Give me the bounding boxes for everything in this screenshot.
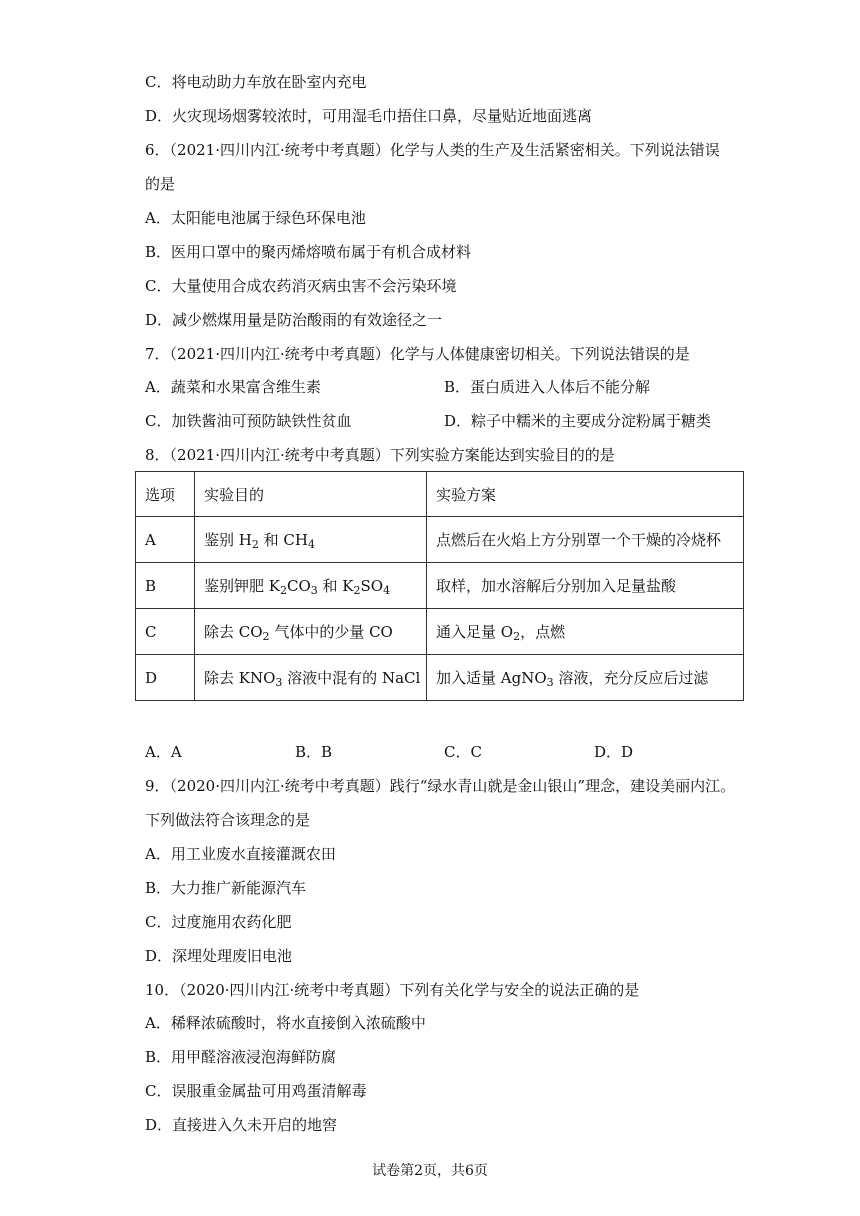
question-10-stem: 10．（2020·四川内江·统考中考真题）下列有关化学与安全的说法正确的是 [145, 981, 640, 999]
question-10-option-a: A．稀释浓硫酸时，将水直接倒入浓硫酸中 [145, 1014, 426, 1032]
cell-text: 取样，加水溶解后分别加入足量盐酸 [436, 577, 677, 595]
table-header-row [136, 472, 744, 517]
question-8-answer-c: C．C [444, 743, 482, 761]
header-option: 选项 [136, 472, 195, 517]
cell-text: 点燃后在火焰上方分别罩一个干燥的冷烧杯 [436, 531, 722, 549]
subscript: 3 [310, 583, 318, 597]
plan-cell [427, 655, 744, 701]
question-9-option-c: C．过度施用农药化肥 [145, 913, 292, 931]
question-10-option-c: C．误服重金属盐可用鸡蛋清解毒 [145, 1082, 367, 1100]
cell-text: 气体中的少量 CO [269, 622, 393, 641]
question-8-stem: 8．（2021·四川内江·统考中考真题）下列实验方案能达到实验目的的是 [145, 446, 615, 464]
subscript: 3 [275, 675, 283, 689]
question-text: D．火灾现场烟雾较浓时，可用湿毛巾捂住口鼻，尽量贴近地面逃离 [145, 107, 593, 125]
table-row [136, 655, 744, 701]
cell-text: 除去 KNO [204, 668, 276, 687]
plan-cell [427, 517, 744, 563]
subscript: 2 [262, 629, 270, 643]
subscript: 2 [279, 583, 287, 597]
plan-cell [427, 609, 744, 655]
cell-text: CO [286, 576, 311, 595]
question-6-option-c: C．大量使用合成农药消灭病虫害不会污染环境 [145, 277, 457, 295]
option-cell: D [136, 655, 195, 701]
purpose-cell [195, 517, 427, 563]
question-8-answer-b: B．B [295, 743, 333, 761]
question-6-option-a: A．太阳能电池属于绿色环保电池 [145, 209, 366, 227]
header-purpose: 实验目的 [195, 472, 427, 517]
table-row [136, 517, 744, 563]
plan-cell [427, 563, 744, 609]
cell-text: SO [360, 576, 384, 595]
experiment-table [135, 471, 744, 701]
question-7-stem: 7．（2021·四川内江·统考中考真题）化学与人体健康密切相关。下列说法错误的是 [145, 345, 690, 363]
table-row [136, 609, 744, 655]
purpose-cell [195, 563, 427, 609]
question-9-stem: 9．（2020·四川内江·统考中考真题）践行“绿水青山就是金山银山”理念，建设美丽内江。 [145, 777, 736, 795]
subscript: 4 [307, 537, 315, 551]
question-6-option-b: B．医用口罩中的聚丙烯熔喷布属于有机合成材料 [145, 243, 472, 261]
option-cell: A [136, 517, 195, 563]
cell-text: ，点燃 [520, 622, 566, 641]
question-8-answer-a: A．A [145, 743, 182, 761]
cell-text: 溶液，充分反应后过滤 [553, 668, 709, 687]
question-6-stem: 6．（2021·四川内江·统考中考真题）化学与人类的生产及生活紧密相关。下列说法错误 [145, 141, 720, 159]
option-cell: C [136, 609, 195, 655]
question-6-option-d: D．减少燃煤用量是防治酸雨的有效途径之一 [145, 311, 443, 329]
cell-text: 鉴别 H [204, 530, 252, 549]
page-footer: 试卷第2页，共6页 [372, 1163, 488, 1179]
question-9-option-b: B．大力推广新能源汽车 [145, 879, 307, 897]
subscript: 4 [383, 583, 391, 597]
cell-text: 加入适量 AgNO [436, 668, 547, 687]
question-8-answer-d: D．D [594, 743, 634, 761]
question-7-option-a: A．蔬菜和水果富含维生素 [145, 378, 321, 396]
subscript: 2 [513, 629, 521, 643]
question-7-option-d: D．粽子中糯米的主要成分淀粉属于糖类 [444, 412, 712, 430]
cell-text: 溶液中混有的 NaCl [282, 668, 421, 687]
cell-text: 和 K [317, 576, 354, 595]
purpose-cell [195, 609, 427, 655]
option-cell: B [136, 563, 195, 609]
header-plan: 实验方案 [427, 472, 744, 517]
cell-text: 鉴别钾肥 K [204, 576, 280, 595]
subscript: 2 [353, 583, 361, 597]
cell-text: 和 CH [258, 530, 308, 549]
question-7-option-c: C．加铁酱油可预防缺铁性贫血 [145, 412, 352, 430]
question-9-option-d: D．深埋处理废旧电池 [145, 947, 293, 965]
question-9-stem-cont: 下列做法符合该理念的是 [145, 811, 311, 829]
purpose-cell [195, 655, 427, 701]
subscript: 3 [546, 675, 554, 689]
cell-text: 通入足量 O [436, 622, 514, 641]
cell-text: 除去 CO [204, 622, 263, 641]
question-7-option-b: B．蛋白质进入人体后不能分解 [444, 378, 651, 396]
question-10-option-d: D．直接进入久未开启的地窖 [145, 1116, 338, 1134]
subscript: 2 [251, 537, 259, 551]
question-10-option-b: B．用甲醛溶液浸泡海鲜防腐 [145, 1048, 337, 1066]
table-row [136, 563, 744, 609]
question-6-stem-cont: 的是 [145, 175, 176, 193]
question-text: C．将电动助力车放在卧室内充电 [145, 73, 367, 91]
question-9-option-a: A．用工业废水直接灌溉农田 [145, 845, 336, 863]
